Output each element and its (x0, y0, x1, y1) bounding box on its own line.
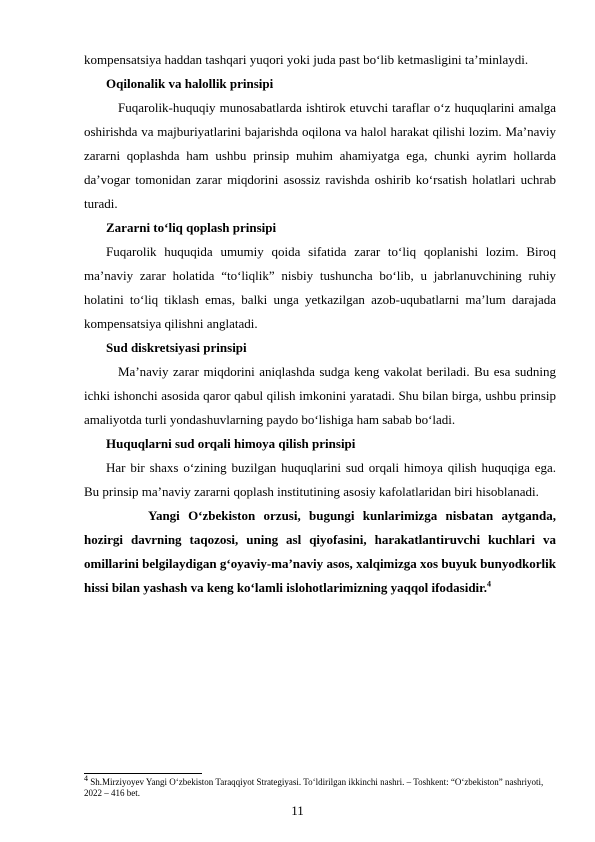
paragraph-judicial-protection: Har bir shaxs o‘zining buzilgan huquqlarini sud orqali himoya qilish huquqiga ega. Bu prinsip ma’naviy zararni qoplash institutining asosiy kafolatlaridan biri hisoblanadi. (84, 460, 556, 499)
footnote-text: Sh.Mirziyoyev Yangi O‘zbekiston Taraqqiyot Strategiyasi. To‘ldirilgan ikkinchi nashri. – Toshkent: “O‘zbekiston” nashriyoti, 2022 – 416 bet. (84, 777, 544, 798)
footnote (84, 774, 556, 799)
paragraph-compensation-end: kompensatsiya haddan tashqari yuqori yoki juda past bo‘lib ketmasligini ta’minlaydi. (84, 52, 529, 67)
quote-paragraph (84, 504, 556, 600)
heading-reasonableness: Oqilonalik va halollik prinsipi (106, 76, 274, 91)
paragraph-reasonableness: Fuqarolik-huquqiy munosabatlarda ishtirok etuvchi taraflar o‘z huquqlarini amalga oshirishda va majburiyatlarini bajarishda oqilona va halol harakat qilishi lozim. Ma’naviy zararni qoplashda ham ushbu prinsip muhim ahamiyatga ega, chunki ayrim hollarda da’vogar tomonidan zarar miqdorini asossiz ravishda oshirib ko‘rsatish holatlari uchrab turadi. (84, 100, 556, 211)
paragraph-full-compensation: Fuqarolik huquqida umumiy qoida sifatida zarar to‘liq qoplanishi lozim. Biroq ma’naviy zarar holatida “to‘liqlik” nisbiy tushuncha bo‘lib, u jabrlanuvchining ruhiy holatini to‘liq tiklash emas, balki unga yetkazilgan azob-uqubatlarni ma’lum darajada kompensatsiya qilishni anglatadi. (84, 244, 556, 331)
footnote-marker: 4 (84, 774, 88, 783)
heading-judicial-protection: Huquqlarni sud orqali himoya qilish prinsipi (106, 436, 356, 451)
heading-full-compensation: Zararni to‘liq qoplash prinsipi (106, 220, 277, 235)
paragraph-court-discretion: Ma’naviy zarar miqdorini aniqlashda sudga keng vakolat beriladi. Bu esa sudning ichki ishonchi asosida qaror qabul qilish imkonini yaratadi. Shu bilan birga, ushbu prinsip amaliyotda turli yondashuvlarning paydo bo‘lishiga ham sabab bo‘ladi. (84, 364, 556, 427)
footnote-reference[interactable]: 4 (487, 579, 491, 589)
page-number: 11 (291, 803, 304, 818)
heading-court-discretion: Sud diskretsiyasi prinsipi (106, 340, 247, 355)
quote-text: Yangi O‘zbekiston orzusi, bugungi kunlarimizga nisbatan aytganda, hozirgi davrning taqozosi, uning asl qiyofasini, harakatlantiruvchi kuchlari va omillarini belgilaydigan g‘oyaviy-ma’naviy asos, xalqimizga xos buyuk bunyodkorlik hissi bilan yashash va keng ko‘lamli islohotlarimizning yaqqol ifodasidir. (84, 508, 556, 595)
footnote-divider (84, 773, 202, 774)
document-body (84, 48, 556, 600)
